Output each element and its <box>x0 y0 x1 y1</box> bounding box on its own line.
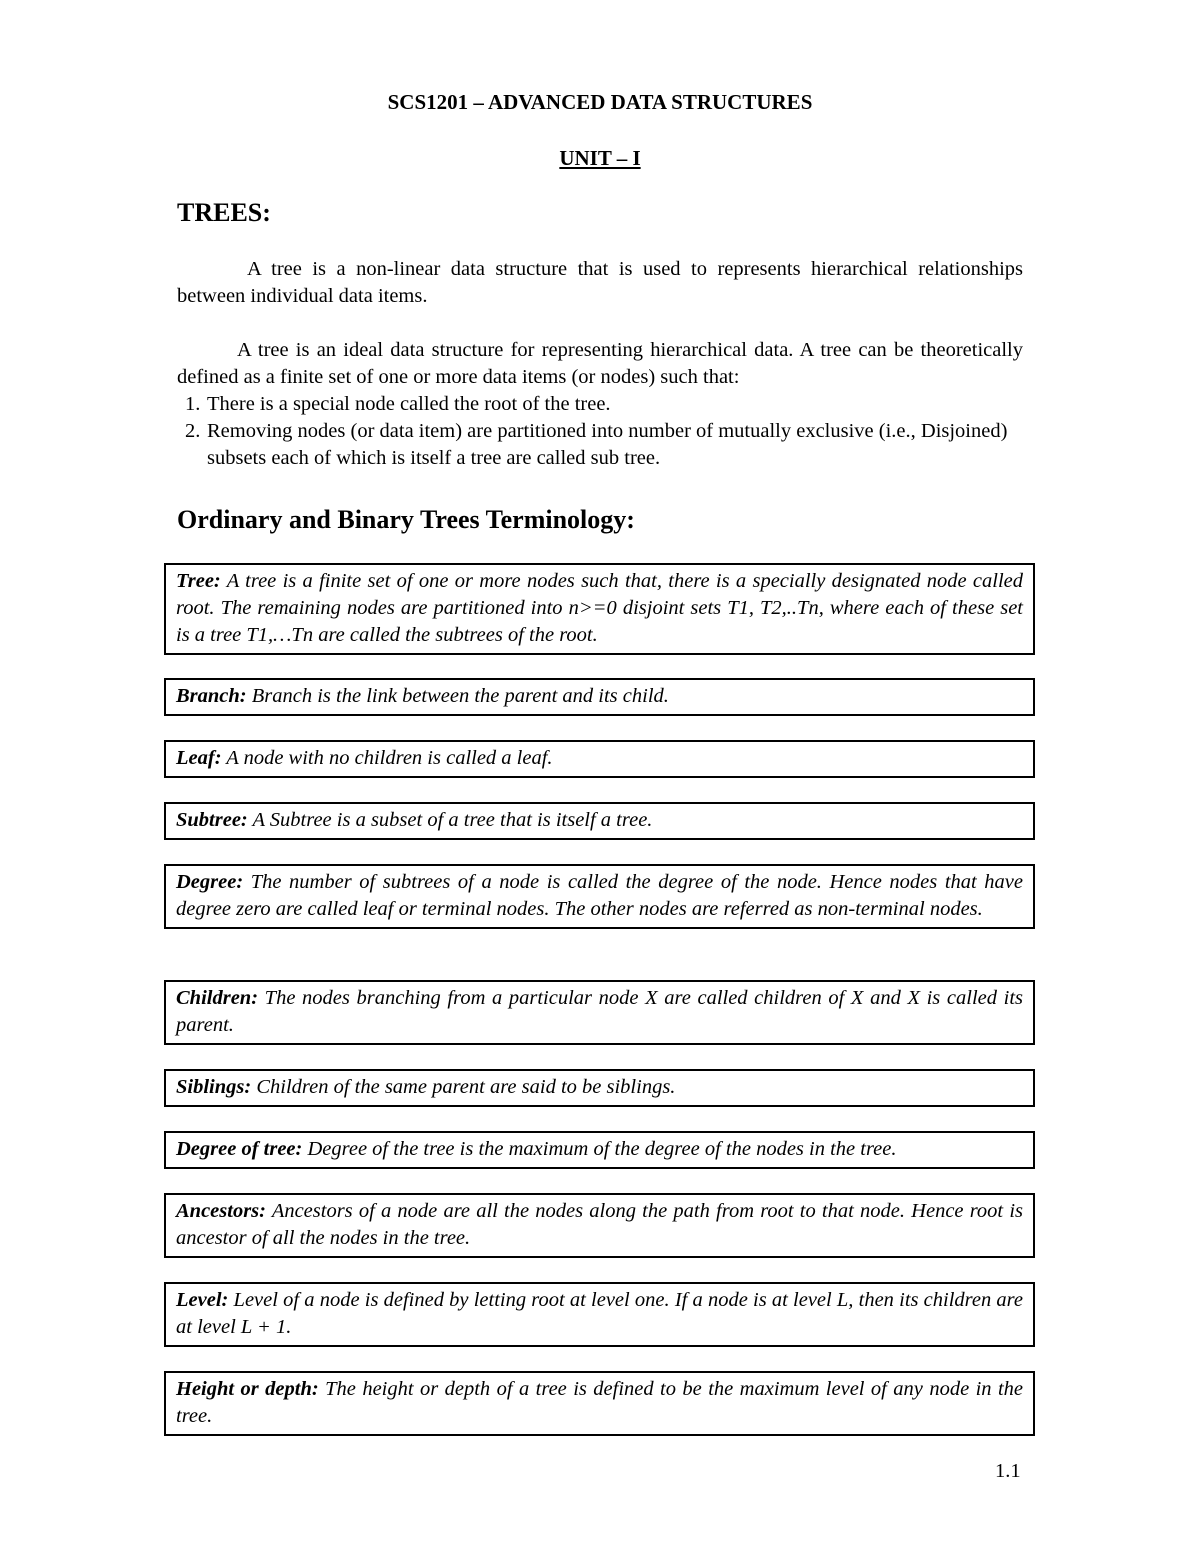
term-box-subtree <box>164 802 1035 840</box>
trees-heading: TREES: <box>177 198 271 227</box>
term-box-level <box>164 1282 1035 1347</box>
term-label: Level: <box>176 1289 229 1311</box>
term-box-height-or-depth <box>164 1371 1035 1436</box>
term-definition: A node with no children is called a leaf. <box>226 747 553 769</box>
term-definition: The nodes branching from a particular node X are called children of X and X is called its parent. <box>176 987 1024 1036</box>
term-label: Branch: <box>176 685 247 707</box>
trees-paragraph-1: A tree is a non-linear data structure that is used to represents hierarchical relationships between individual data items. <box>177 258 1023 307</box>
term-box-leaf <box>164 740 1035 778</box>
term-label: Height or depth: <box>176 1378 319 1400</box>
term-box-siblings <box>164 1069 1035 1107</box>
term-label: Siblings: <box>176 1076 252 1098</box>
term-box-branch <box>164 678 1035 716</box>
term-definition: Ancestors of a node are all the nodes along the path from root to that node. Hence root is ancestor of all the nodes in the tree. <box>176 1200 1023 1249</box>
term-label: Degree of tree: <box>176 1138 303 1160</box>
course-title: SCS1201 – ADVANCED DATA STRUCTURES <box>387 90 813 114</box>
term-label: Tree: <box>176 570 221 592</box>
term-definition: Degree of the tree is the maximum of the degree of the nodes in the tree. <box>307 1138 897 1160</box>
term-box-degree <box>164 864 1035 929</box>
list-item-text: There is a special node called the root of the tree. <box>207 393 611 415</box>
list-item <box>177 418 1023 472</box>
unit-title: UNIT – I <box>559 146 641 170</box>
term-label: Degree: <box>176 871 244 893</box>
terminology-heading: Ordinary and Binary Trees Terminology: <box>177 505 635 534</box>
term-box-children <box>164 980 1035 1045</box>
tree-definition-list <box>177 391 1023 472</box>
term-definition: The height or depth of a tree is defined to be the maximum level of any node in the tree. <box>176 1378 1024 1427</box>
list-item-text: Removing nodes (or data item) are partitioned into number of mutually exclusive (i.e., Disjoined) subsets each of which is itself a tree are called sub tree. <box>207 420 1008 469</box>
page-number: 1.1 <box>995 1460 1021 1482</box>
trees-paragraph-2: A tree is an ideal data structure for representing hierarchical data. A tree can be theoretically defined as a finite set of one or more data items (or nodes) such that: <box>177 339 1023 388</box>
term-definition: Children of the same parent are said to be siblings. <box>256 1076 676 1098</box>
list-item-number: 1. <box>185 393 201 415</box>
term-box-degree-of-tree <box>164 1131 1035 1169</box>
term-definition: A tree is a finite set of one or more nodes such that, there is a specially designated node called root. The remaining nodes are partitioned into n>=0 disjoint sets T1, T2,..Tn, where each of these set is a tree T1,…Tn are called the subtrees of the root. <box>176 570 1023 646</box>
term-definition: Level of a node is defined by letting root at level one. If a node is at level L, then its children are at level L + 1. <box>176 1289 1023 1338</box>
term-box-tree <box>164 563 1035 655</box>
term-label: Children: <box>176 987 259 1009</box>
term-definition: Branch is the link between the parent and its child. <box>251 685 669 707</box>
term-label: Leaf: <box>176 747 222 769</box>
term-box-ancestors <box>164 1193 1035 1258</box>
term-definition: A Subtree is a subset of a tree that is itself a tree. <box>252 809 653 831</box>
term-label: Ancestors: <box>176 1200 266 1222</box>
term-definition: The number of subtrees of a node is called the degree of the node. Hence nodes that have degree zero are called leaf or terminal nodes. The other nodes are referred as non-terminal nodes. <box>176 871 1023 920</box>
list-item-number: 2. <box>185 420 201 442</box>
term-label: Subtree: <box>176 809 248 831</box>
list-item <box>177 391 1023 418</box>
